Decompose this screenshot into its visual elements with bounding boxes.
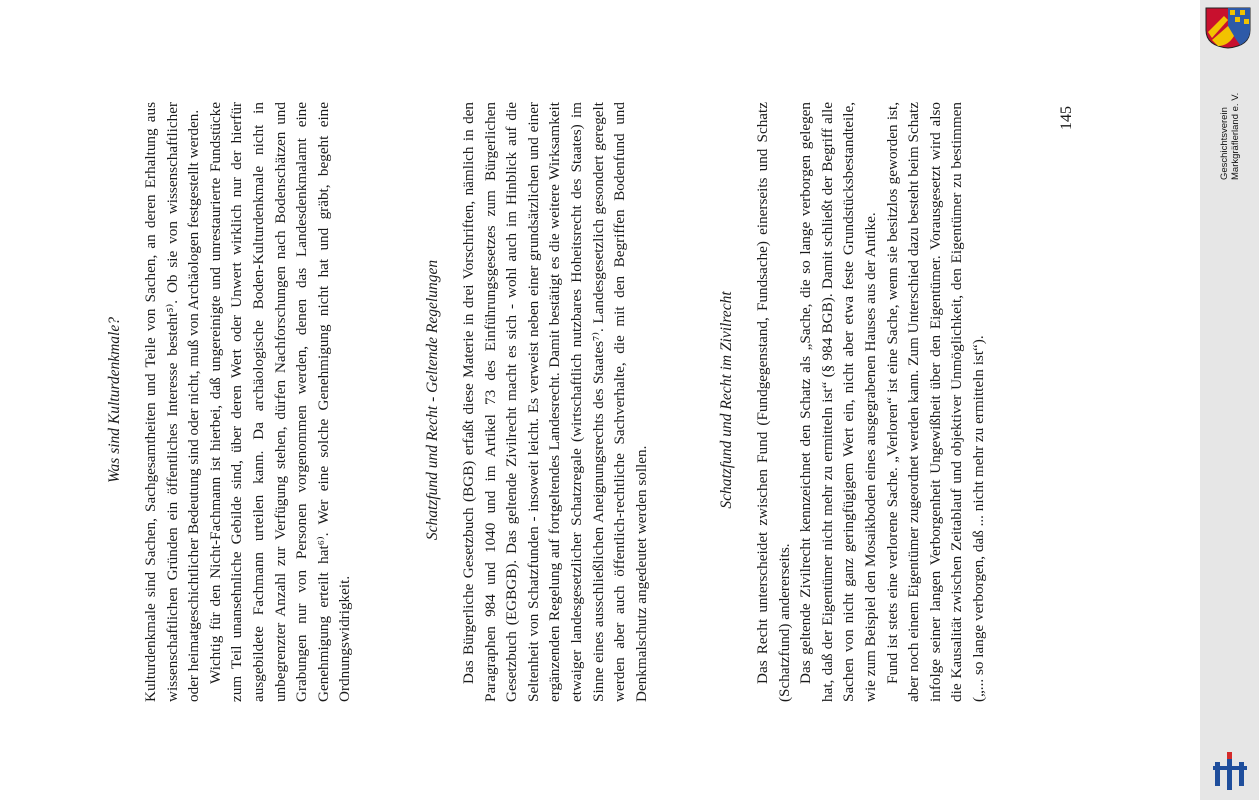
- paragraph: Fund ist stets eine verlorene Sache. „Verloren“ ist eine Sache, wenn sie besitzlos geworden ist, aber noch einem Eigentümer zugeordnet werden kann. Zum Unterschied dazu besteht beim Schatz infolge seiner langen Verborgenheit Ungewißheit über den Eigentümer. Vorausgesetzt wird also die Kausalität zwischen Zeitablauf und objektiver Unmöglichkeit, den Eigentümer zu bestimmen („... so lange verborgen, daß ... nicht mehr zu ermitteln ist“).: [883, 102, 987, 702]
- right-sidebar: [1200, 0, 1259, 800]
- paragraph: Das Recht unterscheidet zwischen Fund (Fundgegenstand, Fundsache) einerseits und Schatz (Schatzfund) andererseits.: [754, 102, 793, 702]
- section-2-heading: Schatzfund und Recht - Geltende Regelungen: [424, 259, 441, 541]
- page-number: 145: [1058, 106, 1075, 130]
- section-1-text: [140, 102, 356, 702]
- running-header: Was sind Kulturdenkmale?: [106, 317, 123, 483]
- section-3-text: [752, 102, 990, 702]
- section-2-text: [458, 102, 652, 702]
- paragraph: Das Bürgerliche Gesetzbuch (BGB) erfaßt diese Materie in drei Vorschriften, nämlich in den Paragraphen 984 und 1040 und im Artikel 73 des Einführungsgesetzes zum Bürgerlichen Gesetzbuch (EGBGB). Das geltende Zivilrecht macht es sich - wohl auch im Hinblick auf die Seltenheit von Schatzfunden - insoweit leicht. Es verweist neben einer grundsätzlichen und einer ergänzenden Regelung auf fortgeltendes Landesrecht. Damit bestätigt es die weitere Wirksamkeit etwaiger landesgesetzlicher Schatzregale (wirtschaftlich nutzbares Hoheitsrecht des Staates) im Sinne eines ausschließlichen Aneignungsrechts des Staates⁷⁾. Landesgesetzlich gesondert geregelt werden aber auch öffentlich-rechtliche Sachverhalte, die mit den Begriffen Bodenfund und Denkmalschutz angedeutet werden sollen.: [460, 102, 650, 702]
- paragraph: Das geltende Zivilrecht kennzeichnet den Schatz als „Sache, die so lange verborgen gelegen hat, daß der Eigentümer nicht mehr zu ermitteln ist“ (§ 984 BGB). Damit schließt der Begriff alle Sachen von nicht ganz geringfügigem Wert ein, nicht aber etwa feste Grundstücksbestandteile, wie zum Beispiel den Mosaikboden eines ausgegrabenen Hauses aus der Antike.: [797, 102, 879, 702]
- paragraph: Kulturdenkmale sind Sachen, Sachgesamtheiten und Teile von Sachen, an deren Erhaltung aus wissenschaftlichen Gründen ein öffentliches Interesse besteht⁵⁾. Ob sie von wissenschaftlicher oder heimatgeschichtlicher Bedeutung sind oder nicht, muß von Archäologen festgestellt werden.: [142, 102, 203, 702]
- ub-freiburg-logo-icon: [1209, 748, 1253, 792]
- paragraph: Wichtig für den Nicht-Fachmann ist hierbei, daß ungereinigte und unrestaurierte Fundstücke zum Teil unansehnliche Gebilde sind, über deren Wert oder Unwert wirklich nur der hierfür ausgebildete Fachmann urteilen kann. Da archäologische Boden-Kulturdenkmale nicht in unbegrenzter Anzahl zur Verfügung stehen, dürfen Nachforschungen nach Bodenschätzen und Grabungen nur von Personen vorgenommen werden, denen das Landesdenkmalamt eine Genehmigung erteilt hat⁶⁾. Wer eine solche Genehmigung nicht hat und gräbt, begeht eine Ordnungswidrigkeit.: [206, 102, 354, 702]
- publisher-name-line-1: Geschichtsverein: [1219, 107, 1230, 180]
- section-3-heading: Schatzfund und Recht im Zivilrecht: [718, 291, 735, 509]
- publisher-name-line-2: Markgräflerland e. V.: [1230, 92, 1241, 180]
- coat-of-arms-icon: [1204, 6, 1252, 50]
